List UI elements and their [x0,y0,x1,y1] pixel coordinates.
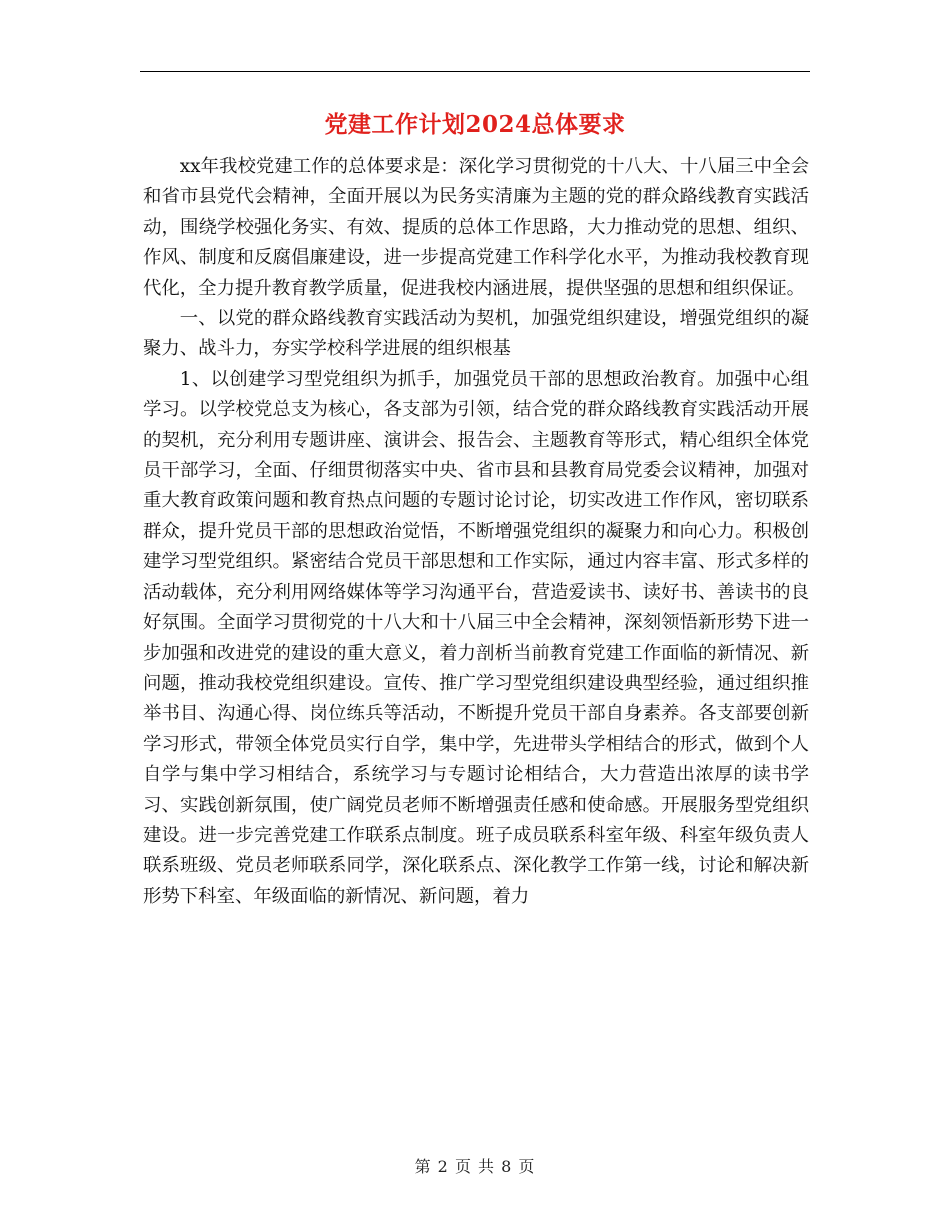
paragraph-section-one-heading: 一、以党的群众路线教育实践活动为契机，加强党组织建设，增强党组织的凝聚力、战斗力，夯实学校科学进展的组织根基 [143,308,809,360]
header-rule [140,71,810,72]
paragraph-overall-requirements: xx年我校党建工作的总体要求是：深化学习贯彻党的十八大、十八届三中全会和省市县党代会精神，全面开展以为民务实清廉为主题的党的群众路线教育实践活动，围绕学校强化务实、有效、提质的总体工作思路，大力推动党的思想、组织、作风、制度和反腐倡廉建设，进一步提高党建工作科学化水平，为推动我校教育现代化，全力提升教育教学质量，促进我校内涵进展，提供坚强的思想和组织保证。 [143,156,809,299]
paragraph-item-one: 1、以创建学习型党组织为抓手，加强党员干部的思想政治教育。加强中心组学习。以学校党总支为核心，各支部为引领，结合党的群众路线教育实践活动开展的契机，充分利用专题讲座、演讲会、报告会、主题教育等形式，精心组织全体党员干部学习，全面、仔细贯彻落实中央、省市县和县教育局党委会议精神，加强对重大教育政策问题和教育热点问题的专题讨论讨论，切实改进工作作风，密切联系群众，提升党员干部的思想政治觉悟，不断增强党组织的凝聚力和向心力。积极创建学习型党组织。紧密结合党员干部思想和工作实际，通过内容丰富、形式多样的活动载体，充分利用网络媒体等学习沟通平台，营造爱读书、读好书、善读书的良好氛围。全面学习贯彻党的十八大和十八届三中全会精神，深刻领悟新形势下进一步加强和改进党的建设的重大意义，着力剖析当前教育党建工作面临的新情况、新问题，推动我校党组织建设。宣传、推广学习型党组织建设典型经验，通过组织推举书目、沟通心得、岗位练兵等活动，不断提升党员干部自身素养。各支部要创新学习形式，带领全体党员实行自学，集中学，先进带头学相结合的形式，做到个人自学与集中学习相结合，系统学习与专题讨论相结合，大力营造出浓厚的读书学习、实践创新氛围，使广阔党员老师不断增强责任感和使命感。开展服务型党组织建设。进一步完善党建工作联系点制度。班子成员联系科室年级、科室年级负责人联系班级、党员老师联系同学，深化联系点、深化教学工作第一线，讨论和解决新形势下科室、年级面临的新情况、新问题，着力 [143,368,809,907]
document-body [143,152,809,912]
document-title: 党建工作计划2024总体要求 [324,111,626,138]
page-number: 第 2 页 共 8 页 [414,1157,536,1176]
